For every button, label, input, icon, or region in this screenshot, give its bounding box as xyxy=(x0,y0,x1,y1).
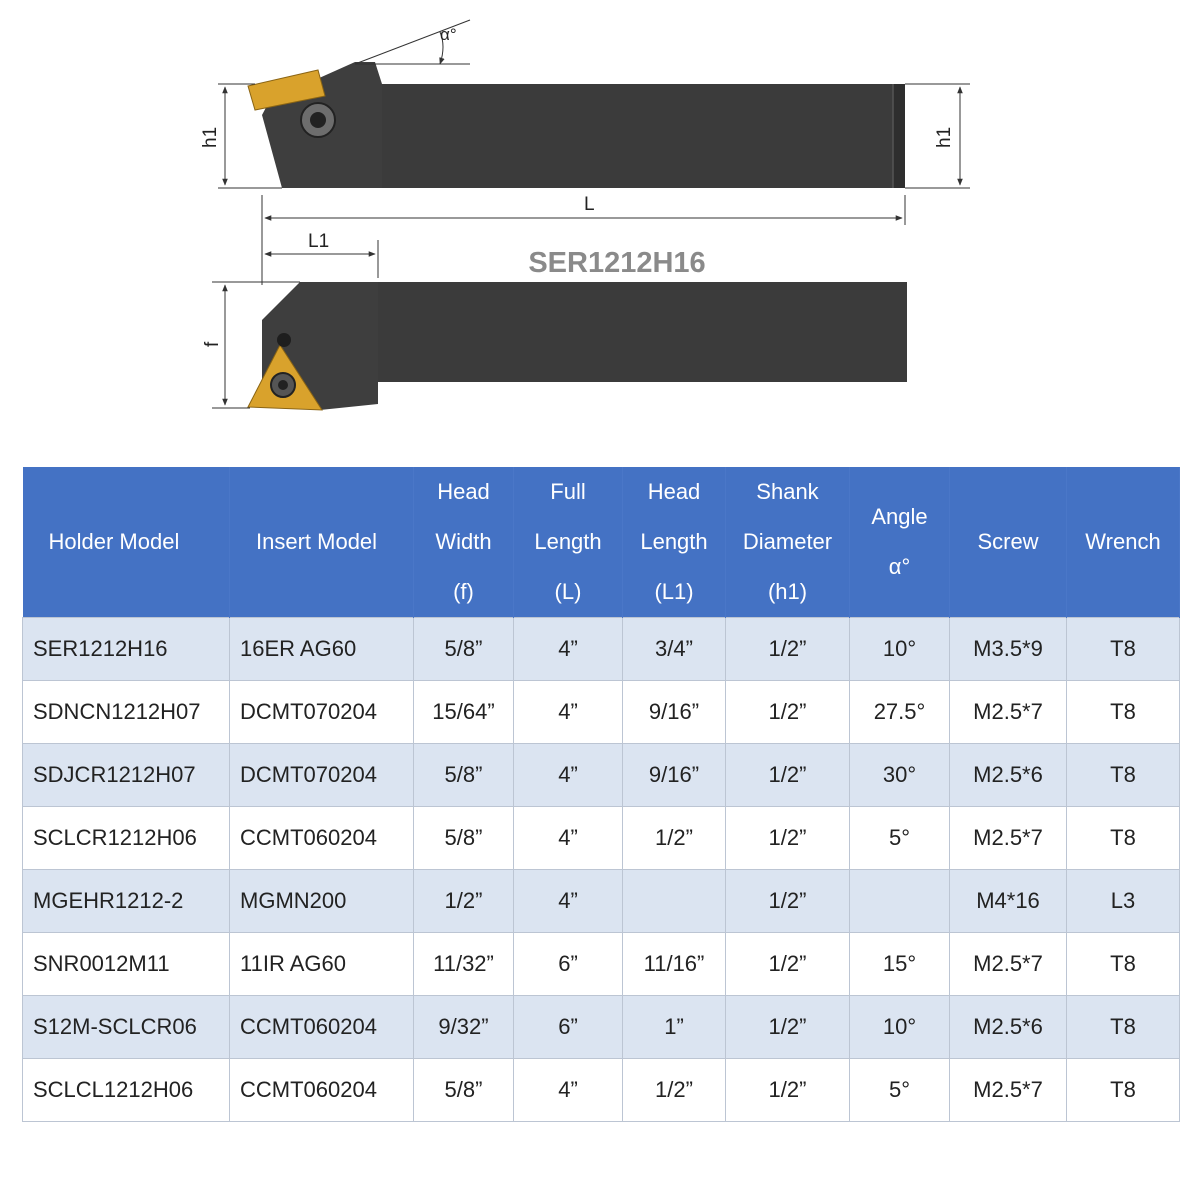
cell-wrench: T8 xyxy=(1067,996,1180,1059)
cell-shank-diameter: 1/2” xyxy=(726,870,850,933)
cell-holder-model: S12M-SCLCR06 xyxy=(23,996,230,1059)
column-header-line: Full xyxy=(550,479,586,504)
cell-head-length: 1/2” xyxy=(623,1059,726,1122)
cell-screw: M2.5*6 xyxy=(950,744,1067,807)
cell-screw: M4*16 xyxy=(950,870,1067,933)
shank-body-plan xyxy=(375,282,907,382)
cell-shank-diameter: 1/2” xyxy=(726,618,850,681)
cell-screw: M2.5*7 xyxy=(950,933,1067,996)
column-header-wrench xyxy=(1067,467,1180,618)
column-header-line: (f) xyxy=(453,579,474,604)
cell-angle: 27.5° xyxy=(850,681,950,744)
cell-insert-model: CCMT060204 xyxy=(230,996,414,1059)
cell-shank-diameter: 1/2” xyxy=(726,1059,850,1122)
cell-head-length: 9/16” xyxy=(623,744,726,807)
cell-shank-diameter: 1/2” xyxy=(726,807,850,870)
cell-screw: M2.5*7 xyxy=(950,681,1067,744)
table-row xyxy=(23,744,1180,807)
cell-full-length: 4” xyxy=(514,870,623,933)
column-header-full-length xyxy=(514,467,623,618)
cell-holder-model: SER1212H16 xyxy=(23,618,230,681)
L-label: L xyxy=(584,194,595,215)
bottom-view xyxy=(202,282,907,410)
cell-head-length: 1” xyxy=(623,996,726,1059)
table-row xyxy=(23,618,1180,681)
cell-wrench: L3 xyxy=(1067,870,1180,933)
cell-head-width: 11/32” xyxy=(414,933,514,996)
column-header-line: Screw xyxy=(977,529,1039,554)
table-body xyxy=(23,618,1180,1122)
cell-screw: M2.5*7 xyxy=(950,807,1067,870)
column-header-line: α° xyxy=(888,554,911,579)
column-header-screw xyxy=(950,467,1067,618)
cell-insert-model: CCMT060204 xyxy=(230,807,414,870)
cell-head-length: 11/16” xyxy=(623,933,726,996)
column-header-line: Head xyxy=(437,479,490,504)
cell-holder-model: SDJCR1212H07 xyxy=(23,744,230,807)
column-header-line: (h1) xyxy=(767,579,808,604)
column-header-line: (L) xyxy=(554,579,582,604)
cell-holder-model: SDNCN1212H07 xyxy=(23,681,230,744)
cell-wrench: T8 xyxy=(1067,807,1180,870)
cell-full-length: 6” xyxy=(514,933,623,996)
cell-wrench: T8 xyxy=(1067,1059,1180,1122)
cell-angle: 10° xyxy=(850,996,950,1059)
column-header-shank-diameter xyxy=(726,467,850,618)
cell-holder-model: SCLCR1212H06 xyxy=(23,807,230,870)
shank-body xyxy=(375,84,905,188)
cell-head-length: 1/2” xyxy=(623,807,726,870)
f-label: f xyxy=(202,341,223,347)
cell-head-length xyxy=(623,870,726,933)
h1-left-label: h1 xyxy=(200,126,221,148)
cell-full-length: 4” xyxy=(514,807,623,870)
column-header-angle xyxy=(850,467,950,618)
cell-head-length: 3/4” xyxy=(623,618,726,681)
cell-screw: M2.5*7 xyxy=(950,1059,1067,1122)
cell-insert-model: CCMT060204 xyxy=(230,1059,414,1122)
column-header-line: Wrench xyxy=(1085,529,1161,554)
column-header-line: Shank xyxy=(756,479,819,504)
cell-screw: M2.5*6 xyxy=(950,996,1067,1059)
cell-insert-model: 16ER AG60 xyxy=(230,618,414,681)
column-header-line: Head xyxy=(647,479,701,504)
top-view xyxy=(200,20,970,188)
h1-right-label: h1 xyxy=(934,126,955,148)
cell-head-width: 5/8” xyxy=(414,744,514,807)
cell-angle: 5° xyxy=(850,1059,950,1122)
cell-full-length: 4” xyxy=(514,744,623,807)
cell-insert-model: DCMT070204 xyxy=(230,681,414,744)
cell-full-length: 4” xyxy=(514,681,623,744)
cell-head-width: 1/2” xyxy=(414,870,514,933)
column-header-line: Angle xyxy=(871,504,928,529)
table-row xyxy=(23,807,1180,870)
column-header-line: Length xyxy=(534,529,602,554)
cell-wrench: T8 xyxy=(1067,744,1180,807)
table-row xyxy=(23,870,1180,933)
cell-wrench: T8 xyxy=(1067,618,1180,681)
cell-shank-diameter: 1/2” xyxy=(726,996,850,1059)
cell-angle: 5° xyxy=(850,807,950,870)
cell-holder-model: SNR0012M11 xyxy=(23,933,230,996)
cell-insert-model: 11IR AG60 xyxy=(230,933,414,996)
tool-holder-diagram xyxy=(0,0,1200,430)
cell-head-width: 15/64” xyxy=(414,681,514,744)
cell-screw: M3.5*9 xyxy=(950,618,1067,681)
table-row xyxy=(23,933,1180,996)
cell-shank-diameter: 1/2” xyxy=(726,744,850,807)
cell-insert-model: DCMT070204 xyxy=(230,744,414,807)
column-header-line: Insert Model xyxy=(256,529,378,554)
cell-angle: 10° xyxy=(850,618,950,681)
cell-wrench: T8 xyxy=(1067,933,1180,996)
cell-angle: 30° xyxy=(850,744,950,807)
cell-angle: 15° xyxy=(850,933,950,996)
cell-full-length: 6” xyxy=(514,996,623,1059)
cell-wrench: T8 xyxy=(1067,681,1180,744)
column-header-line: Holder Model xyxy=(48,529,180,554)
column-header-line: Diameter xyxy=(742,529,833,554)
cell-head-width: 5/8” xyxy=(414,618,514,681)
cell-holder-model: SCLCL1212H06 xyxy=(23,1059,230,1122)
cell-shank-diameter: 1/2” xyxy=(726,933,850,996)
spec-table xyxy=(22,467,1180,1122)
table-row xyxy=(23,1059,1180,1122)
column-header-head-length xyxy=(623,467,726,618)
cell-head-width: 5/8” xyxy=(414,807,514,870)
column-header-line: Width xyxy=(435,529,492,554)
cell-holder-model: MGEHR1212-2 xyxy=(23,870,230,933)
model-label: SER1212H16 xyxy=(528,247,706,279)
cell-head-width: 5/8” xyxy=(414,1059,514,1122)
cell-angle xyxy=(850,870,950,933)
L1-label: L1 xyxy=(308,231,330,252)
cell-head-length: 9/16” xyxy=(623,681,726,744)
column-header-head-width xyxy=(414,467,514,618)
alpha-label: α° xyxy=(440,25,457,44)
cell-full-length: 4” xyxy=(514,1059,623,1122)
table-row xyxy=(23,681,1180,744)
cell-full-length: 4” xyxy=(514,618,623,681)
table-header-row xyxy=(23,467,1180,618)
column-header-line: (L1) xyxy=(654,579,694,604)
cell-shank-diameter: 1/2” xyxy=(726,681,850,744)
cell-head-width: 9/32” xyxy=(414,996,514,1059)
cell-insert-model: MGMN200 xyxy=(230,870,414,933)
column-header-insert-model xyxy=(230,467,414,618)
table-row xyxy=(23,996,1180,1059)
column-header-line: Length xyxy=(640,529,708,554)
column-header-holder-model xyxy=(23,467,230,618)
